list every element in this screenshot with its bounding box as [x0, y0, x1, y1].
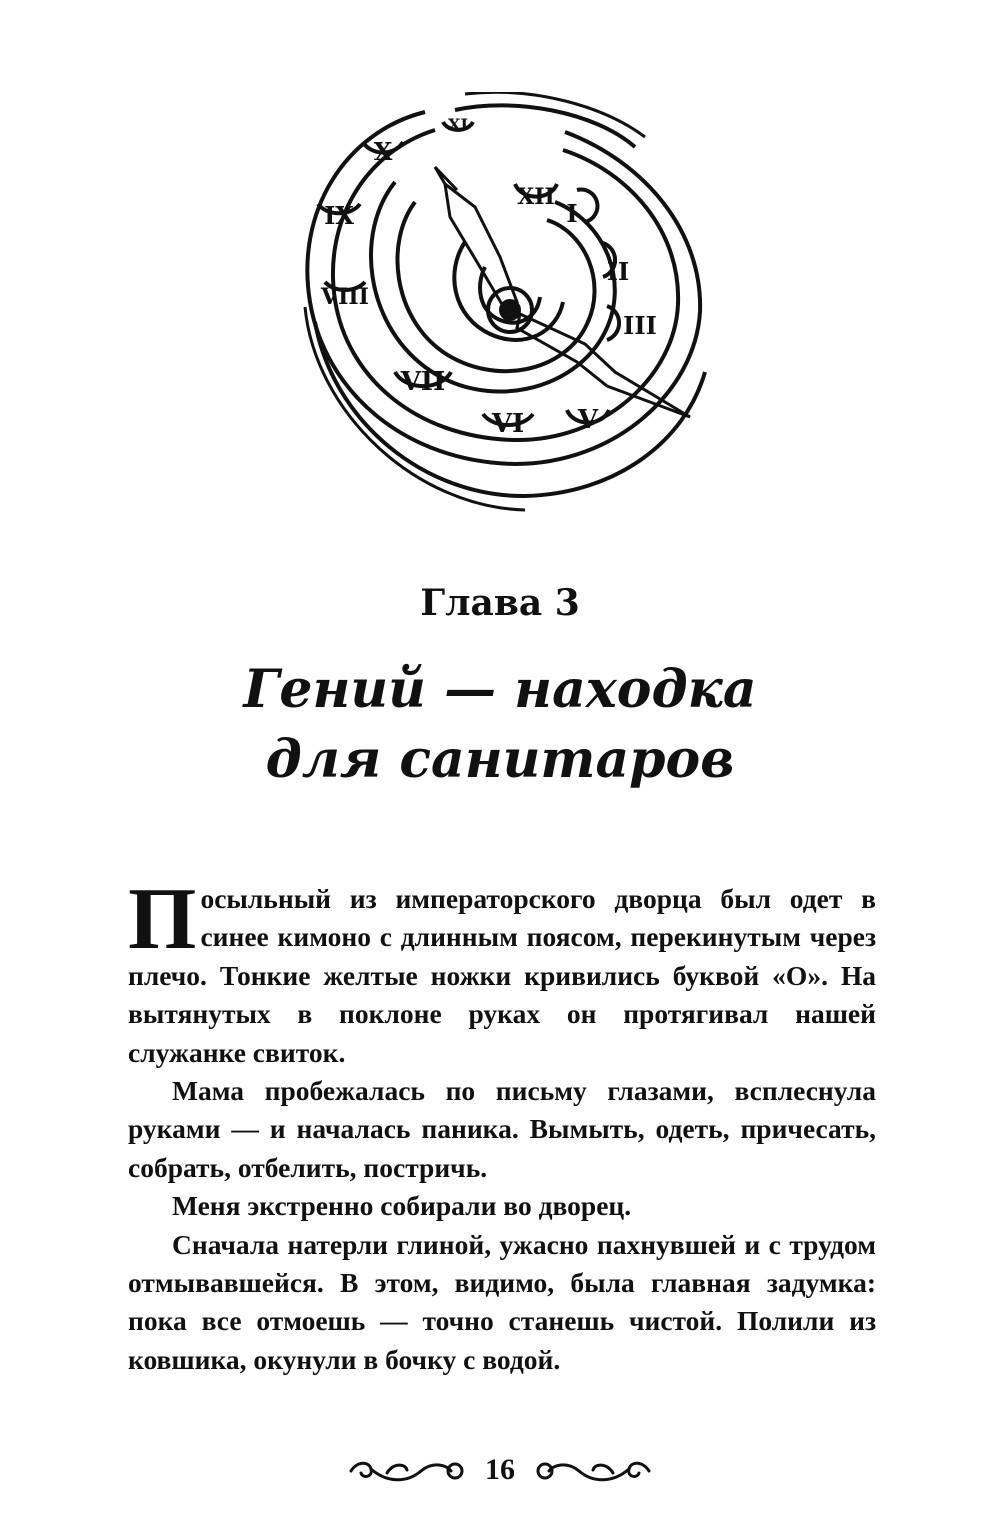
paragraph-1-text: осыльный из императорского дворца был одет в синее кимоно с длинным поясом, перекинутым через плечо. Тонкие желтые ножки кривились буквой «О». На вытянутых в поклоне руках он протягивал нашей служанке свиток.: [128, 883, 876, 1068]
right-ornament-icon: [533, 1455, 653, 1485]
chapter-label: Глава 3: [420, 582, 580, 624]
numeral-xi: XI: [448, 115, 468, 134]
numeral-ii: II: [606, 257, 630, 286]
chapter-title-line-2: для санитаров: [265, 729, 735, 790]
numeral-vi: VI: [491, 409, 525, 439]
page-number: 16: [485, 1453, 515, 1486]
paragraph-4: Сначала натерли глиной, ужасно пахнувшей и с трудом отмывавшейся. В этом, видимо, была главная задумка: пока все отмоешь — точно станешь чистой. Полили из ковшика, окунули в бочку с водой.: [128, 1228, 876, 1375]
paragraph-3: Меня экстренно собирали во дворец.: [172, 1190, 632, 1222]
numeral-iii: III: [623, 311, 657, 340]
page-footer: [0, 1450, 1000, 1490]
paragraph-1: [128, 871, 876, 1072]
numeral-vii: VII: [400, 367, 446, 397]
numeral-v: V: [577, 405, 599, 435]
numeral-xii: XII: [517, 184, 555, 210]
spiral-clock-icon: [285, 92, 715, 512]
chapter-title-line-1: Гений — находка: [243, 659, 757, 720]
left-ornament-icon: [347, 1455, 467, 1485]
numeral-x: X: [373, 137, 393, 166]
numeral-i: I: [566, 199, 578, 228]
chapter-title: [0, 655, 1000, 795]
body-text: [128, 871, 876, 1379]
numeral-ix: IX: [324, 201, 354, 230]
drop-cap: П: [128, 871, 197, 968]
paragraph-2: Мама пробежалась по письму глазами, всплеснула руками — и началась паника. Вымыть, одеть, причесать, собрать, отбелить, постричь.: [128, 1075, 876, 1183]
numeral-viii: VIII: [321, 284, 369, 310]
